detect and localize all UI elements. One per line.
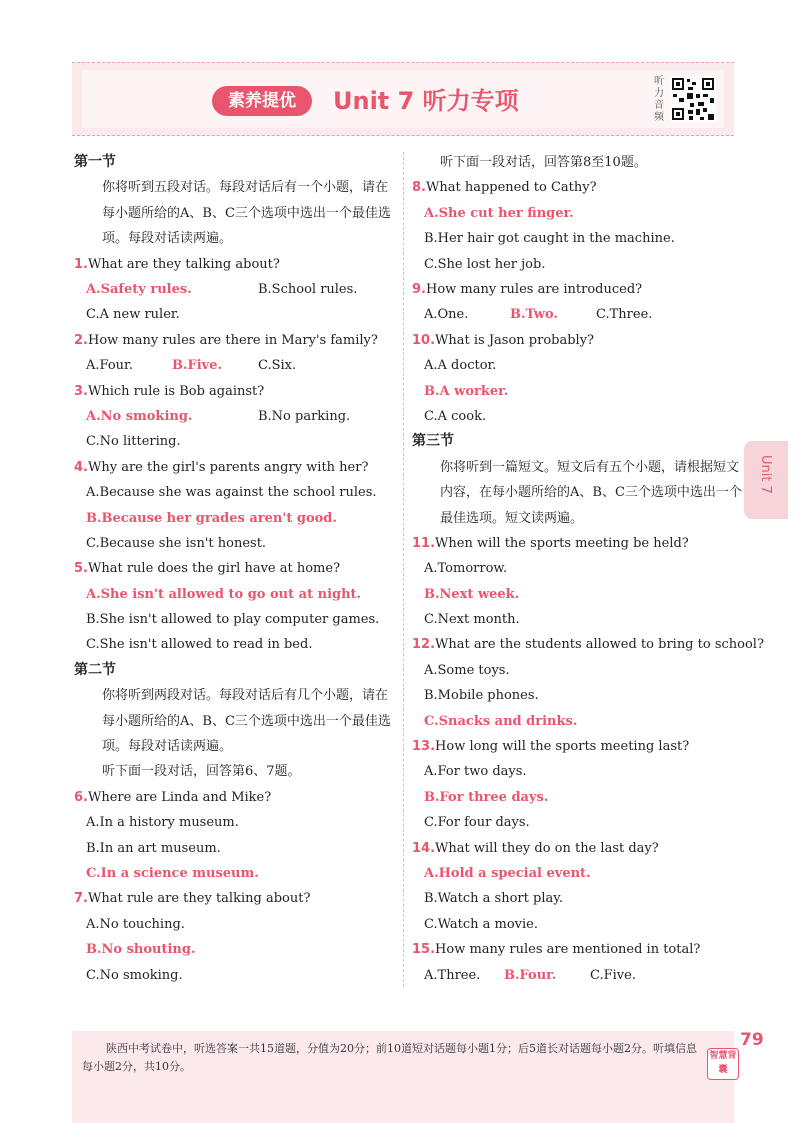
q1-option-c[interactable]: C.A new ruler. [86, 307, 180, 323]
q4-option-b[interactable]: B.Because her grades aren't good. [86, 510, 337, 526]
q7-option-a[interactable]: A.No touching. [86, 916, 185, 932]
question-7: 7.What rule are they talking about? [74, 891, 311, 907]
q1-option-a[interactable]: A.Safety rules. [86, 282, 192, 297]
q4-option-a[interactable]: A.Because she was against the school rules. [86, 485, 377, 501]
question-13: 13.How long will the sports meeting last? [412, 739, 690, 755]
q5-option-b[interactable]: B.She isn't allowed to play computer games. [86, 612, 380, 628]
q9-option-b[interactable]: B.Two. [510, 307, 558, 323]
q6-option-c[interactable]: C.In a science museum. [86, 866, 259, 882]
q7-option-c[interactable]: C.No smoking. [86, 967, 183, 983]
column-divider [403, 152, 404, 987]
header-badge: 素养提优 [212, 86, 312, 116]
q14-option-b[interactable]: B.Watch a short play. [424, 891, 563, 907]
question-14: 14.What will they do on the last day? [412, 840, 659, 856]
q11-option-c[interactable]: C.Next month. [424, 612, 520, 628]
side-tab-label: Unit 7 [758, 455, 773, 494]
q5-option-c[interactable]: C.She isn't allowed to read in bed. [86, 637, 313, 653]
q2-option-b[interactable]: B.Five. [172, 358, 223, 374]
question-12: 12.What are the students allowed to bring to school? [412, 637, 764, 653]
q6-option-b[interactable]: B.In an art museum. [86, 840, 221, 856]
qr-label: 听力音频 [654, 76, 664, 123]
q8-option-b[interactable]: B.Her hair got caught in the machine. [424, 231, 675, 247]
q13-option-a[interactable]: A.For two days. [424, 764, 527, 780]
q10-option-c[interactable]: C.A cook. [424, 408, 487, 424]
question-9: 9.How many rules are introduced? [412, 281, 643, 297]
qr-code-icon[interactable] [670, 76, 716, 122]
q3-options-row [74, 404, 396, 429]
q2-option-a[interactable]: A.Four. [86, 358, 133, 374]
q3-option-a[interactable]: A.No smoking. [86, 408, 193, 424]
q10-option-a[interactable]: A.A doctor. [424, 358, 497, 374]
q5-option-a[interactable]: A.She isn't allowed to go out at night. [86, 586, 362, 602]
q1-option-b[interactable]: B.School rules. [258, 282, 358, 297]
q1-options-row [74, 277, 396, 302]
q11-option-a[interactable]: A.Tomorrow. [424, 561, 508, 577]
q6-option-a[interactable]: A.In a history museum. [86, 815, 239, 831]
q4-option-c[interactable]: C.Because she isn't honest. [86, 535, 267, 551]
q9-option-a[interactable]: A.One. [424, 307, 469, 323]
q15-option-c[interactable]: C.Five. [590, 967, 636, 983]
question-10: 10.What is Jason probably? [412, 332, 595, 348]
q3-option-c[interactable]: C.No littering. [86, 434, 181, 450]
page-title: Unit 7 听力专项 [333, 87, 519, 115]
q13-option-b[interactable]: B.For three days. [424, 789, 549, 805]
brand-logo: 智慧背囊 [707, 1048, 739, 1080]
question-11: 11.When will the sports meeting be held? [412, 535, 689, 551]
page-number: 79 [740, 1030, 764, 1050]
q14-option-a[interactable]: A.Hold a special event. [424, 865, 591, 881]
section-1-intro: 你将听到五段对话。每段对话后有一个小题，请在每小题所给的A、B、C三个选项中选出一个最佳选项。每段对话读两遍。 [102, 180, 391, 247]
q15-option-a[interactable]: A.Three. [424, 967, 481, 983]
q11-option-b[interactable]: B.Next week. [424, 586, 520, 602]
section-3-intro: 你将听到一篇短文。短文后有五个小题，请根据短文内容，在每小题所给的A、B、C三个选项中选出一个最佳选项。短文读两遍。 [440, 459, 742, 526]
q2-option-c[interactable]: C.Six. [258, 358, 297, 374]
question-4: 4.Why are the girl's parents angry with her? [74, 459, 369, 475]
q14-option-c[interactable]: C.Watch a movie. [424, 916, 538, 932]
q15-option-b[interactable]: B.Four. [504, 967, 557, 983]
q13-option-c[interactable]: C.For four days. [424, 815, 530, 831]
q8-option-a[interactable]: A.She cut her finger. [424, 205, 574, 221]
q7-option-b[interactable]: B.No shouting. [86, 942, 196, 958]
question-3: 3.Which rule is Bob against? [74, 383, 265, 399]
q2-options-row [74, 353, 396, 378]
question-8: 8.What happened to Cathy? [412, 180, 597, 196]
q12-option-c[interactable]: C.Snacks and drinks. [424, 713, 578, 729]
question-5: 5.What rule does the girl have at home? [74, 561, 341, 577]
section-2-title: 第二节 [74, 661, 116, 678]
q12-option-a[interactable]: A.Some toys. [424, 662, 510, 678]
right-column [412, 150, 764, 988]
q9-options-row [412, 302, 742, 327]
footer-note: 陕西中考试卷中，听选答案一共15道题，分值为20分；前10道短对话题每小题1分；后5道长对话题每小题2分。听填信息每小题2分，共10分。 [82, 1042, 697, 1073]
unit-side-tab[interactable] [744, 441, 788, 519]
q12-option-b[interactable]: B.Mobile phones. [424, 688, 539, 704]
q8-option-c[interactable]: C.She lost her job. [424, 256, 546, 272]
section-2-lead: 听下面一段对话，回答第6、7题。 [102, 764, 301, 780]
q9-option-c[interactable]: C.Three. [596, 307, 653, 323]
lead-8-10: 听下面一段对话，回答第8至10题。 [440, 155, 647, 170]
section-3-title: 第三节 [412, 433, 454, 450]
q15-options-row [412, 963, 742, 988]
question-2: 2.How many rules are there in Mary's family? [74, 332, 378, 348]
question-1: 1.What are they talking about? [74, 256, 280, 272]
left-column [74, 150, 396, 988]
question-15: 15.How many rules are mentioned in total? [412, 942, 701, 958]
section-1-title: 第一节 [74, 154, 116, 170]
section-2-intro: 你将听到两段对话。每段对话后有几个小题，请在每小题所给的A、B、C三个选项中选出一个最佳选项。每段对话读两遍。 [102, 688, 391, 755]
question-6: 6.Where are Linda and Mike? [74, 789, 272, 805]
q10-option-b[interactable]: B.A worker. [424, 383, 509, 399]
q3-option-b[interactable]: B.No parking. [258, 408, 351, 424]
